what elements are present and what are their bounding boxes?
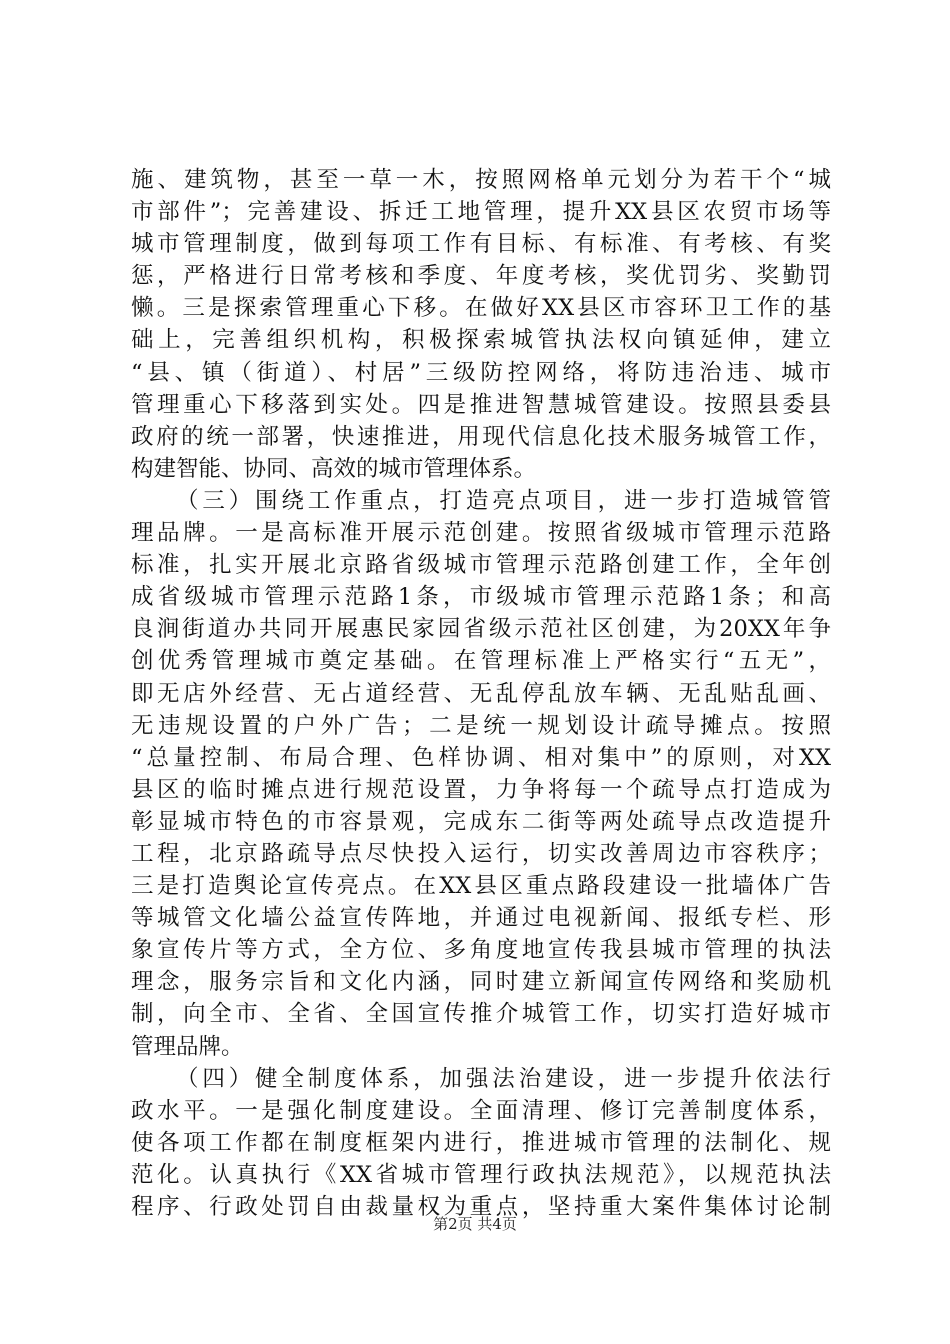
text-line: 政水平。一是强化制度建设。全面清理、修订完善制度体系， bbox=[131, 1097, 831, 1124]
paragraph-heading-line: （四）健全制度体系，加强法治建设，进一步提升依法行 bbox=[176, 1065, 831, 1092]
text-line: 懒。三是探索管理重心下移。在做好XX县区市容环卫工作的基 bbox=[131, 295, 831, 322]
text-line: 即无店外经营、无占道经营、无乱停乱放车辆、无乱贴乱画、 bbox=[131, 680, 831, 707]
text-line: 政府的统一部署，快速推进，用现代信息化技术服务城管工作， bbox=[131, 423, 831, 450]
text-line: “总量控制、布局合理、色样协调、相对集中”的原则，对XX bbox=[131, 744, 831, 771]
text-line: 标准，扎实开展北京路省级城市管理示范路创建工作，全年创 bbox=[131, 552, 831, 579]
text-line: 理念，服务宗旨和文化内涵，同时建立新闻宣传网络和奖励机 bbox=[131, 969, 831, 996]
paragraph-heading-line: （三）围绕工作重点，打造亮点项目，进一步打造城管管 bbox=[176, 487, 831, 514]
text-line: 范化。认真执行《XX省城市管理行政执法规范》，以规范执法 bbox=[131, 1161, 831, 1188]
text-line: 使各项工作都在制度框架内进行，推进城市管理的法制化、规 bbox=[131, 1129, 831, 1156]
text-line: 制，向全市、全省、全国宣传推介城管工作，切实打造好城市 bbox=[131, 1001, 831, 1028]
text-line: 理品牌。一是高标准开展示范创建。按照省级城市管理示范路 bbox=[131, 520, 831, 547]
text-line: 惩，严格进行日常考核和季度、年度考核，奖优罚劣、奖勤罚 bbox=[131, 263, 831, 290]
text-line: 彰显城市特色的市容景观，完成东二街等两处疏导点改造提升 bbox=[131, 808, 831, 835]
text-line: “县、镇（街道）、村居”三级防控网络，将防违治违、城市 bbox=[131, 359, 831, 386]
text-line: 础上，完善组织机构，积极探索城管执法权向镇延伸，建立 bbox=[131, 327, 831, 354]
text-line: 工程，北京路疏导点尽快投入运行，切实改善周边市容秩序； bbox=[131, 840, 831, 867]
text-line: 管理重心下移落到实处。四是推进智慧城管建设。按照县委县 bbox=[131, 391, 831, 418]
text-line: 成省级城市管理示范路1条，市级城市管理示范路1条；和高 bbox=[131, 584, 831, 611]
text-line: 城市管理制度，做到每项工作有目标、有标准、有考核、有奖 bbox=[131, 231, 831, 258]
text-line: 施、建筑物，甚至一草一木，按照网格单元划分为若干个“城 bbox=[131, 167, 831, 193]
text-line: 象宣传片等方式，全方位、多角度地宣传我县城市管理的执法 bbox=[131, 937, 831, 964]
text-line: 市部件”；完善建设、拆迁工地管理，提升XX县区农贸市场等 bbox=[131, 199, 831, 226]
text-line: 三是打造舆论宣传亮点。在XX县区重点路段建设一批墙体广告 bbox=[131, 873, 831, 900]
page-number-footer: 第2页 共4页 bbox=[433, 1215, 517, 1233]
text-line: 创优秀管理城市奠定基础。在管理标准上严格实行“五无”， bbox=[131, 648, 831, 675]
text-line: 程序、行政处罚自由裁量权为重点，坚持重大案件集体讨论制 bbox=[131, 1194, 831, 1220]
text-line: 构建智能、协同、高效的城市管理体系。 bbox=[131, 455, 537, 482]
text-line: 县区的临时摊点进行规范设置，力争将每一个疏导点打造成为 bbox=[131, 776, 831, 803]
text-line: 无违规设置的户外广告；二是统一规划设计疏导摊点。按照 bbox=[131, 712, 831, 739]
text-line: 良涧街道办共同开展惠民家园省级示范社区创建，为20XX年争 bbox=[131, 616, 831, 643]
text-line: 管理品牌。 bbox=[131, 1033, 244, 1060]
text-line: 等城管文化墙公益宣传阵地，并通过电视新闻、报纸专栏、形 bbox=[131, 905, 831, 932]
body-text bbox=[131, 164, 831, 1223]
